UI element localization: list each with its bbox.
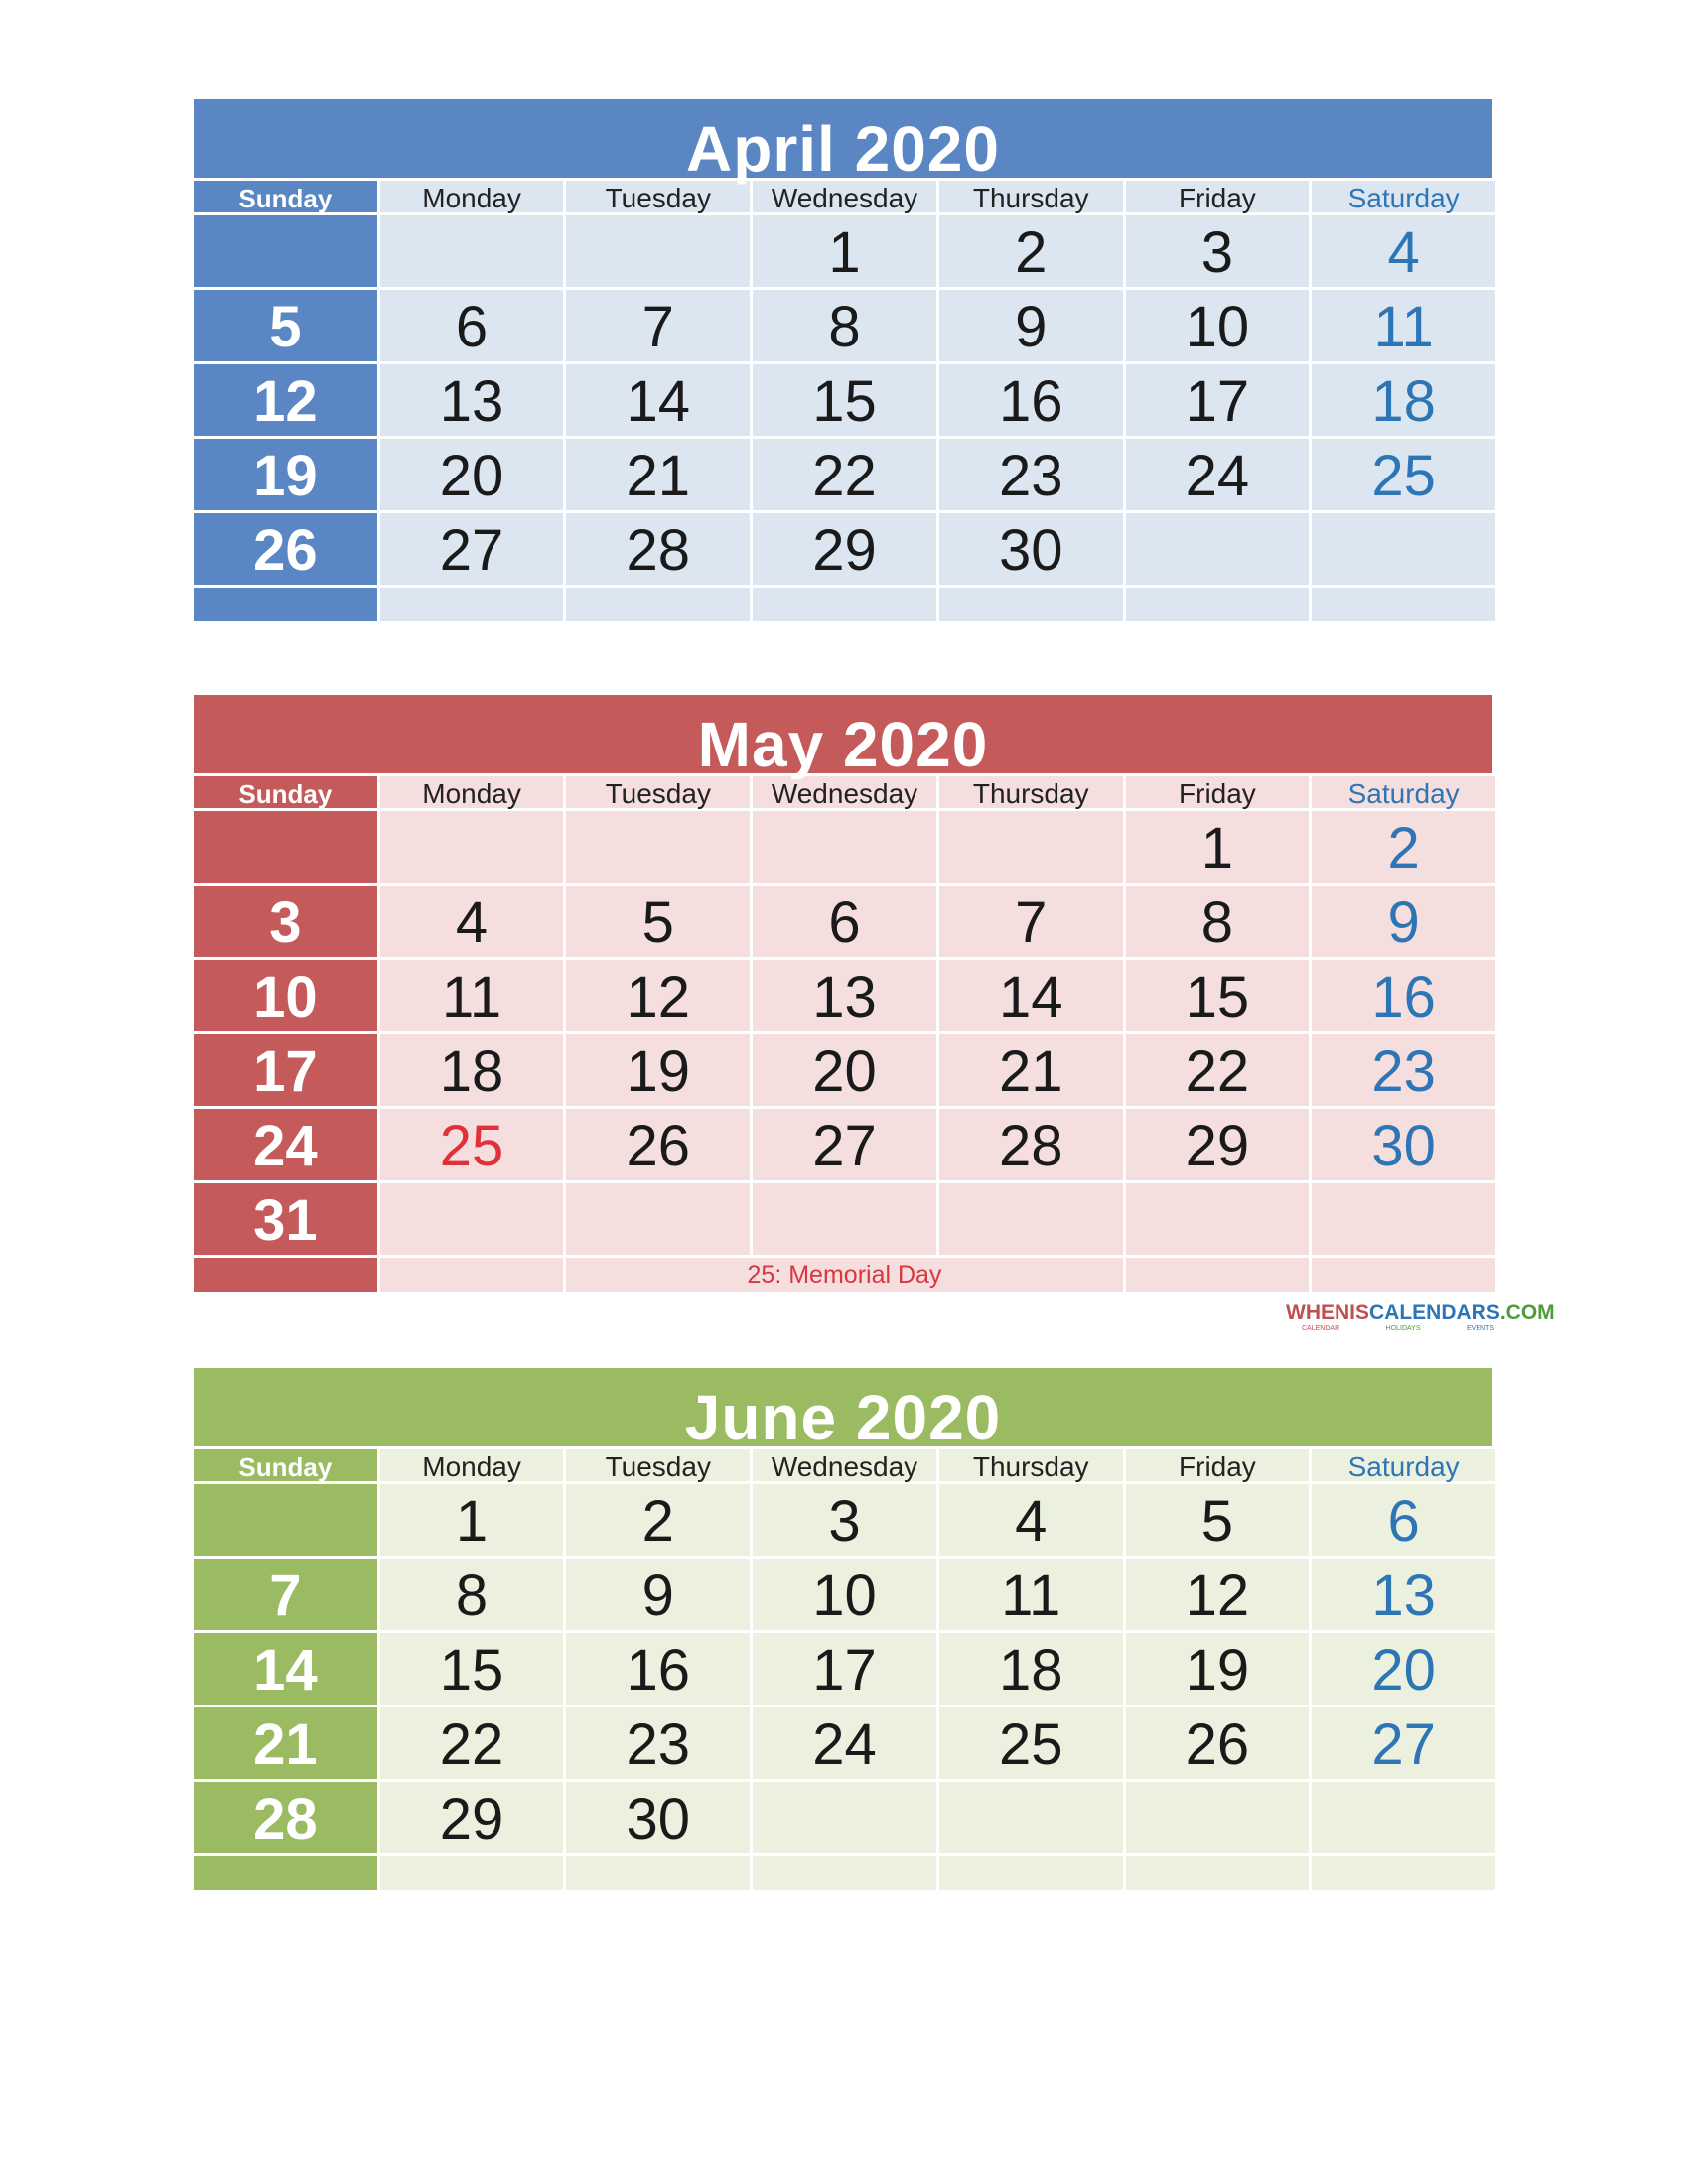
day-cell: 19: [194, 439, 377, 510]
footer-cell: [1126, 1258, 1310, 1292]
footer-cell: [753, 588, 936, 621]
brand-logo: [1286, 1301, 1555, 1333]
day-cell: 22: [1126, 1034, 1310, 1106]
weekday-header: Friday: [1126, 181, 1310, 212]
day-cell: 25: [939, 1707, 1123, 1779]
brand-part: WHENIS: [1286, 1301, 1369, 1324]
day-cell: 28: [194, 1782, 377, 1853]
day-cell: 15: [1126, 960, 1310, 1031]
footer-cell: [380, 588, 564, 621]
month-title-text: April 2020: [686, 113, 1000, 185]
day-cell: 23: [1312, 1034, 1495, 1106]
day-cell: 21: [566, 439, 750, 510]
month-calendar: [194, 1368, 1495, 1890]
day-cell: 26: [194, 513, 377, 585]
weekday-header: Tuesday: [566, 1449, 750, 1481]
day-cell: 7: [194, 1559, 377, 1630]
footer-cell: [194, 1856, 377, 1890]
day-cell: 6: [753, 886, 936, 957]
day-cell: 9: [566, 1559, 750, 1630]
day-cell: 24: [753, 1707, 936, 1779]
day-cell: 1: [1126, 811, 1310, 883]
day-cell: 3: [194, 886, 377, 957]
footer-cell: [194, 1258, 377, 1292]
weekday-header: Thursday: [939, 1449, 1123, 1481]
weekday-header: Friday: [1126, 1449, 1310, 1481]
day-cell: 20: [380, 439, 564, 510]
day-cell: 10: [194, 960, 377, 1031]
weekday-header: Wednesday: [753, 776, 936, 808]
footer-cell: [380, 1258, 564, 1292]
empty-day-cell: [566, 215, 750, 287]
empty-day-cell: [753, 1782, 936, 1853]
footer-cell: [1312, 588, 1495, 621]
day-cell: 29: [380, 1782, 564, 1853]
day-cell: 26: [1126, 1707, 1310, 1779]
month-title: [194, 1368, 1495, 1453]
day-cell: 10: [1126, 290, 1310, 361]
month-title-text: June 2020: [684, 1382, 1002, 1453]
weekday-header: Thursday: [939, 181, 1123, 212]
footer-cell: [1126, 588, 1310, 621]
day-cell: 2: [566, 1484, 750, 1556]
day-cell: 28: [566, 513, 750, 585]
day-cell: 4: [380, 886, 564, 957]
empty-day-cell: [939, 1183, 1123, 1255]
day-cell: 20: [753, 1034, 936, 1106]
empty-day-cell: [939, 811, 1123, 883]
brand-part: CALENDARS: [1369, 1301, 1500, 1324]
day-cell: 25: [1312, 439, 1495, 510]
day-cell: 18: [1312, 364, 1495, 436]
month-calendar: [194, 99, 1495, 621]
day-cell: 30: [566, 1782, 750, 1853]
day-cell: 8: [1126, 886, 1310, 957]
empty-day-cell: [194, 215, 377, 287]
weekday-header: Tuesday: [566, 776, 750, 808]
day-cell: 30: [939, 513, 1123, 585]
day-cell: 7: [566, 290, 750, 361]
day-cell: 6: [380, 290, 564, 361]
day-cell: 21: [194, 1707, 377, 1779]
empty-day-cell: [380, 811, 564, 883]
day-cell: 9: [939, 290, 1123, 361]
footer-cell: [939, 588, 1123, 621]
day-cell: 1: [380, 1484, 564, 1556]
footer-cell: [194, 588, 377, 621]
footer-cell: [1312, 1856, 1495, 1890]
day-cell: 18: [939, 1633, 1123, 1705]
brand-tagline-item: HOLIDAYS: [1385, 1325, 1421, 1332]
empty-day-cell: [380, 215, 564, 287]
empty-day-cell: [1312, 1782, 1495, 1853]
day-cell: 13: [1312, 1559, 1495, 1630]
day-cell: 17: [194, 1034, 377, 1106]
empty-day-cell: [1126, 513, 1310, 585]
day-cell: 23: [939, 439, 1123, 510]
day-cell: 12: [566, 960, 750, 1031]
weekday-header: Monday: [380, 776, 564, 808]
footer-cell: [566, 588, 750, 621]
day-cell: 3: [753, 1484, 936, 1556]
day-cell: 15: [380, 1633, 564, 1705]
day-cell: 5: [566, 886, 750, 957]
empty-day-cell: [753, 811, 936, 883]
day-cell: 19: [566, 1034, 750, 1106]
day-cell: 12: [1126, 1559, 1310, 1630]
day-cell: 5: [194, 290, 377, 361]
day-cell: 13: [753, 960, 936, 1031]
day-cell: 22: [380, 1707, 564, 1779]
day-cell: 30: [1312, 1109, 1495, 1180]
weekday-header: Tuesday: [566, 181, 750, 212]
weekday-header: Wednesday: [753, 1449, 936, 1481]
day-cell: 11: [1312, 290, 1495, 361]
day-cell: 1: [753, 215, 936, 287]
day-cell: 14: [566, 364, 750, 436]
day-cell: 16: [1312, 960, 1495, 1031]
empty-day-cell: [1126, 1183, 1310, 1255]
day-cell: 27: [1312, 1707, 1495, 1779]
weekday-header: Saturday: [1312, 776, 1495, 808]
weekday-header: Wednesday: [753, 181, 936, 212]
empty-day-cell: [194, 1484, 377, 1556]
day-cell: 5: [1126, 1484, 1310, 1556]
weekday-header: Saturday: [1312, 1449, 1495, 1481]
empty-day-cell: [380, 1183, 564, 1255]
day-cell: 13: [380, 364, 564, 436]
day-cell: 29: [1126, 1109, 1310, 1180]
weekday-header: Sunday: [194, 181, 377, 212]
day-cell: 14: [194, 1633, 377, 1705]
month-title-text: May 2020: [697, 709, 989, 780]
weekday-header: Sunday: [194, 1449, 377, 1481]
weekday-header: Saturday: [1312, 181, 1495, 212]
month-grid: [194, 181, 1495, 621]
day-cell: 11: [380, 960, 564, 1031]
empty-day-cell: [753, 1183, 936, 1255]
day-cell: 6: [1312, 1484, 1495, 1556]
empty-day-cell: [1126, 1782, 1310, 1853]
day-cell: 2: [939, 215, 1123, 287]
empty-day-cell: [566, 1183, 750, 1255]
weekday-header: Sunday: [194, 776, 377, 808]
brand-part: .COM: [1499, 1301, 1555, 1324]
day-cell: 4: [939, 1484, 1123, 1556]
month-grid: [194, 776, 1495, 1292]
footer-cell: [566, 1856, 750, 1890]
footer-cell: [753, 1856, 936, 1890]
empty-day-cell: [1312, 1183, 1495, 1255]
brand-wordmark: [1286, 1301, 1555, 1324]
day-cell: 21: [939, 1034, 1123, 1106]
footer-cell: [380, 1856, 564, 1890]
day-cell: 8: [753, 290, 936, 361]
day-cell: 18: [380, 1034, 564, 1106]
holiday-note: 25: Memorial Day: [566, 1258, 1122, 1292]
empty-day-cell: [1312, 513, 1495, 585]
day-cell: 16: [939, 364, 1123, 436]
brand-tagline-item: EVENTS: [1466, 1325, 1494, 1332]
day-cell: 2: [1312, 811, 1495, 883]
day-cell: 9: [1312, 886, 1495, 957]
day-cell: 20: [1312, 1633, 1495, 1705]
day-cell: 7: [939, 886, 1123, 957]
day-cell: 14: [939, 960, 1123, 1031]
footer-cell: [1126, 1856, 1310, 1890]
day-cell: 26: [566, 1109, 750, 1180]
day-cell: 25: [380, 1109, 564, 1180]
month-title: [194, 99, 1495, 185]
day-cell: 24: [194, 1109, 377, 1180]
weekday-header: Monday: [380, 1449, 564, 1481]
day-cell: 10: [753, 1559, 936, 1630]
day-cell: 12: [194, 364, 377, 436]
day-cell: 22: [753, 439, 936, 510]
day-cell: 17: [1126, 364, 1310, 436]
day-cell: 27: [753, 1109, 936, 1180]
day-cell: 15: [753, 364, 936, 436]
empty-day-cell: [566, 811, 750, 883]
weekday-header: Thursday: [939, 776, 1123, 808]
month-title: [194, 695, 1495, 780]
empty-day-cell: [939, 1782, 1123, 1853]
day-cell: 29: [753, 513, 936, 585]
day-cell: 24: [1126, 439, 1310, 510]
brand-tagline-item: CALENDAR: [1302, 1325, 1340, 1332]
month-grid: [194, 1449, 1495, 1890]
day-cell: 27: [380, 513, 564, 585]
month-calendar: [194, 695, 1495, 1292]
day-cell: 17: [753, 1633, 936, 1705]
day-cell: 16: [566, 1633, 750, 1705]
day-cell: 23: [566, 1707, 750, 1779]
day-cell: 31: [194, 1183, 377, 1255]
day-cell: 11: [939, 1559, 1123, 1630]
day-cell: 3: [1126, 215, 1310, 287]
footer-cell: [939, 1856, 1123, 1890]
brand-tagline: [1286, 1324, 1494, 1333]
empty-day-cell: [194, 811, 377, 883]
day-cell: 19: [1126, 1633, 1310, 1705]
day-cell: 28: [939, 1109, 1123, 1180]
weekday-header: Friday: [1126, 776, 1310, 808]
weekday-header: Monday: [380, 181, 564, 212]
footer-cell: [1312, 1258, 1495, 1292]
day-cell: 8: [380, 1559, 564, 1630]
day-cell: 4: [1312, 215, 1495, 287]
